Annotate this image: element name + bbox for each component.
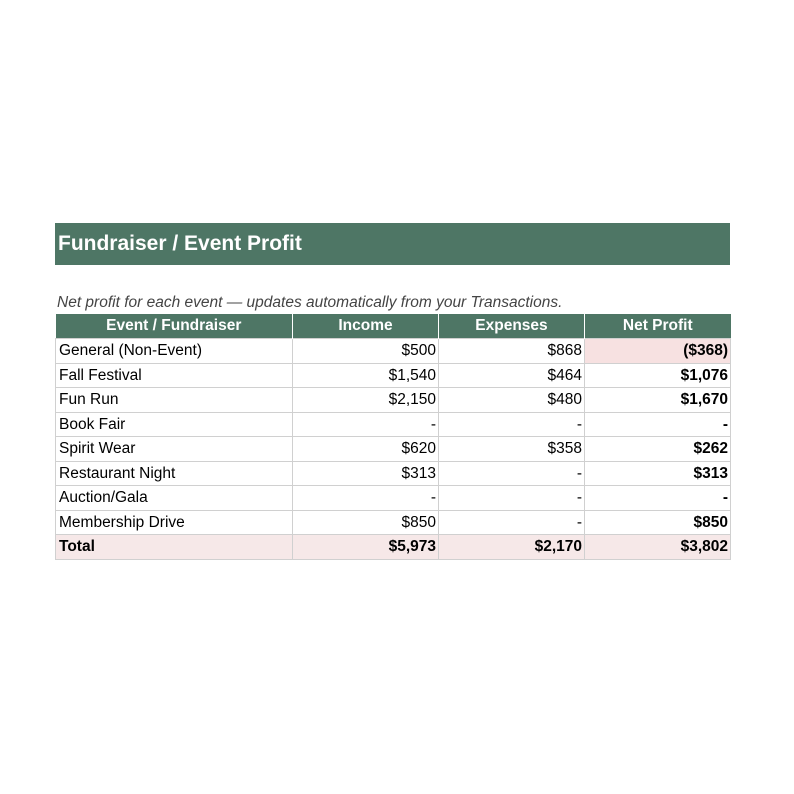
total-net-profit: $3,802 bbox=[585, 535, 731, 560]
event-name-cell: Auction/Gala bbox=[56, 486, 293, 511]
total-label: Total bbox=[56, 535, 293, 560]
net-profit-cell: $850 bbox=[585, 510, 731, 535]
income-cell: $620 bbox=[293, 437, 439, 462]
net-profit-cell: $262 bbox=[585, 437, 731, 462]
expenses-cell: - bbox=[439, 510, 585, 535]
income-cell: $1,540 bbox=[293, 363, 439, 388]
event-name-cell: Membership Drive bbox=[56, 510, 293, 535]
table-row bbox=[56, 461, 731, 486]
table-row bbox=[56, 412, 731, 437]
column-header-event: Event / Fundraiser bbox=[56, 314, 293, 339]
total-row bbox=[56, 535, 731, 560]
table-row bbox=[56, 388, 731, 413]
subtitle: Net profit for each event — updates automatically from your Transactions. bbox=[57, 294, 563, 311]
title-bar bbox=[55, 223, 730, 265]
event-name-cell: Restaurant Night bbox=[56, 461, 293, 486]
income-cell: $500 bbox=[293, 339, 439, 364]
event-profit-table bbox=[55, 314, 731, 560]
column-header-expenses: Expenses bbox=[439, 314, 585, 339]
expenses-cell: $868 bbox=[439, 339, 585, 364]
expenses-cell: $480 bbox=[439, 388, 585, 413]
expenses-cell: $358 bbox=[439, 437, 585, 462]
page-title: Fundraiser / Event Profit bbox=[58, 232, 302, 255]
net-profit-cell: $1,076 bbox=[585, 363, 731, 388]
event-name-cell: Book Fair bbox=[56, 412, 293, 437]
net-profit-cell: $1,670 bbox=[585, 388, 731, 413]
column-header-net-profit: Net Profit bbox=[585, 314, 731, 339]
net-profit-cell-negative: ($368) bbox=[585, 339, 731, 364]
income-cell: - bbox=[293, 486, 439, 511]
expenses-cell: - bbox=[439, 412, 585, 437]
income-cell: $313 bbox=[293, 461, 439, 486]
table-row bbox=[56, 339, 731, 364]
event-name-cell: General (Non-Event) bbox=[56, 339, 293, 364]
income-cell: $2,150 bbox=[293, 388, 439, 413]
column-header-income: Income bbox=[293, 314, 439, 339]
expenses-cell: - bbox=[439, 486, 585, 511]
expenses-cell: $464 bbox=[439, 363, 585, 388]
table-row bbox=[56, 486, 731, 511]
event-name-cell: Spirit Wear bbox=[56, 437, 293, 462]
table-row bbox=[56, 363, 731, 388]
table-row bbox=[56, 510, 731, 535]
table-header-row bbox=[56, 314, 731, 339]
income-cell: - bbox=[293, 412, 439, 437]
total-expenses: $2,170 bbox=[439, 535, 585, 560]
expenses-cell: - bbox=[439, 461, 585, 486]
total-income: $5,973 bbox=[293, 535, 439, 560]
event-name-cell: Fun Run bbox=[56, 388, 293, 413]
net-profit-cell: $313 bbox=[585, 461, 731, 486]
net-profit-cell: - bbox=[585, 486, 731, 511]
table-row bbox=[56, 437, 731, 462]
income-cell: $850 bbox=[293, 510, 439, 535]
net-profit-cell: - bbox=[585, 412, 731, 437]
event-name-cell: Fall Festival bbox=[56, 363, 293, 388]
